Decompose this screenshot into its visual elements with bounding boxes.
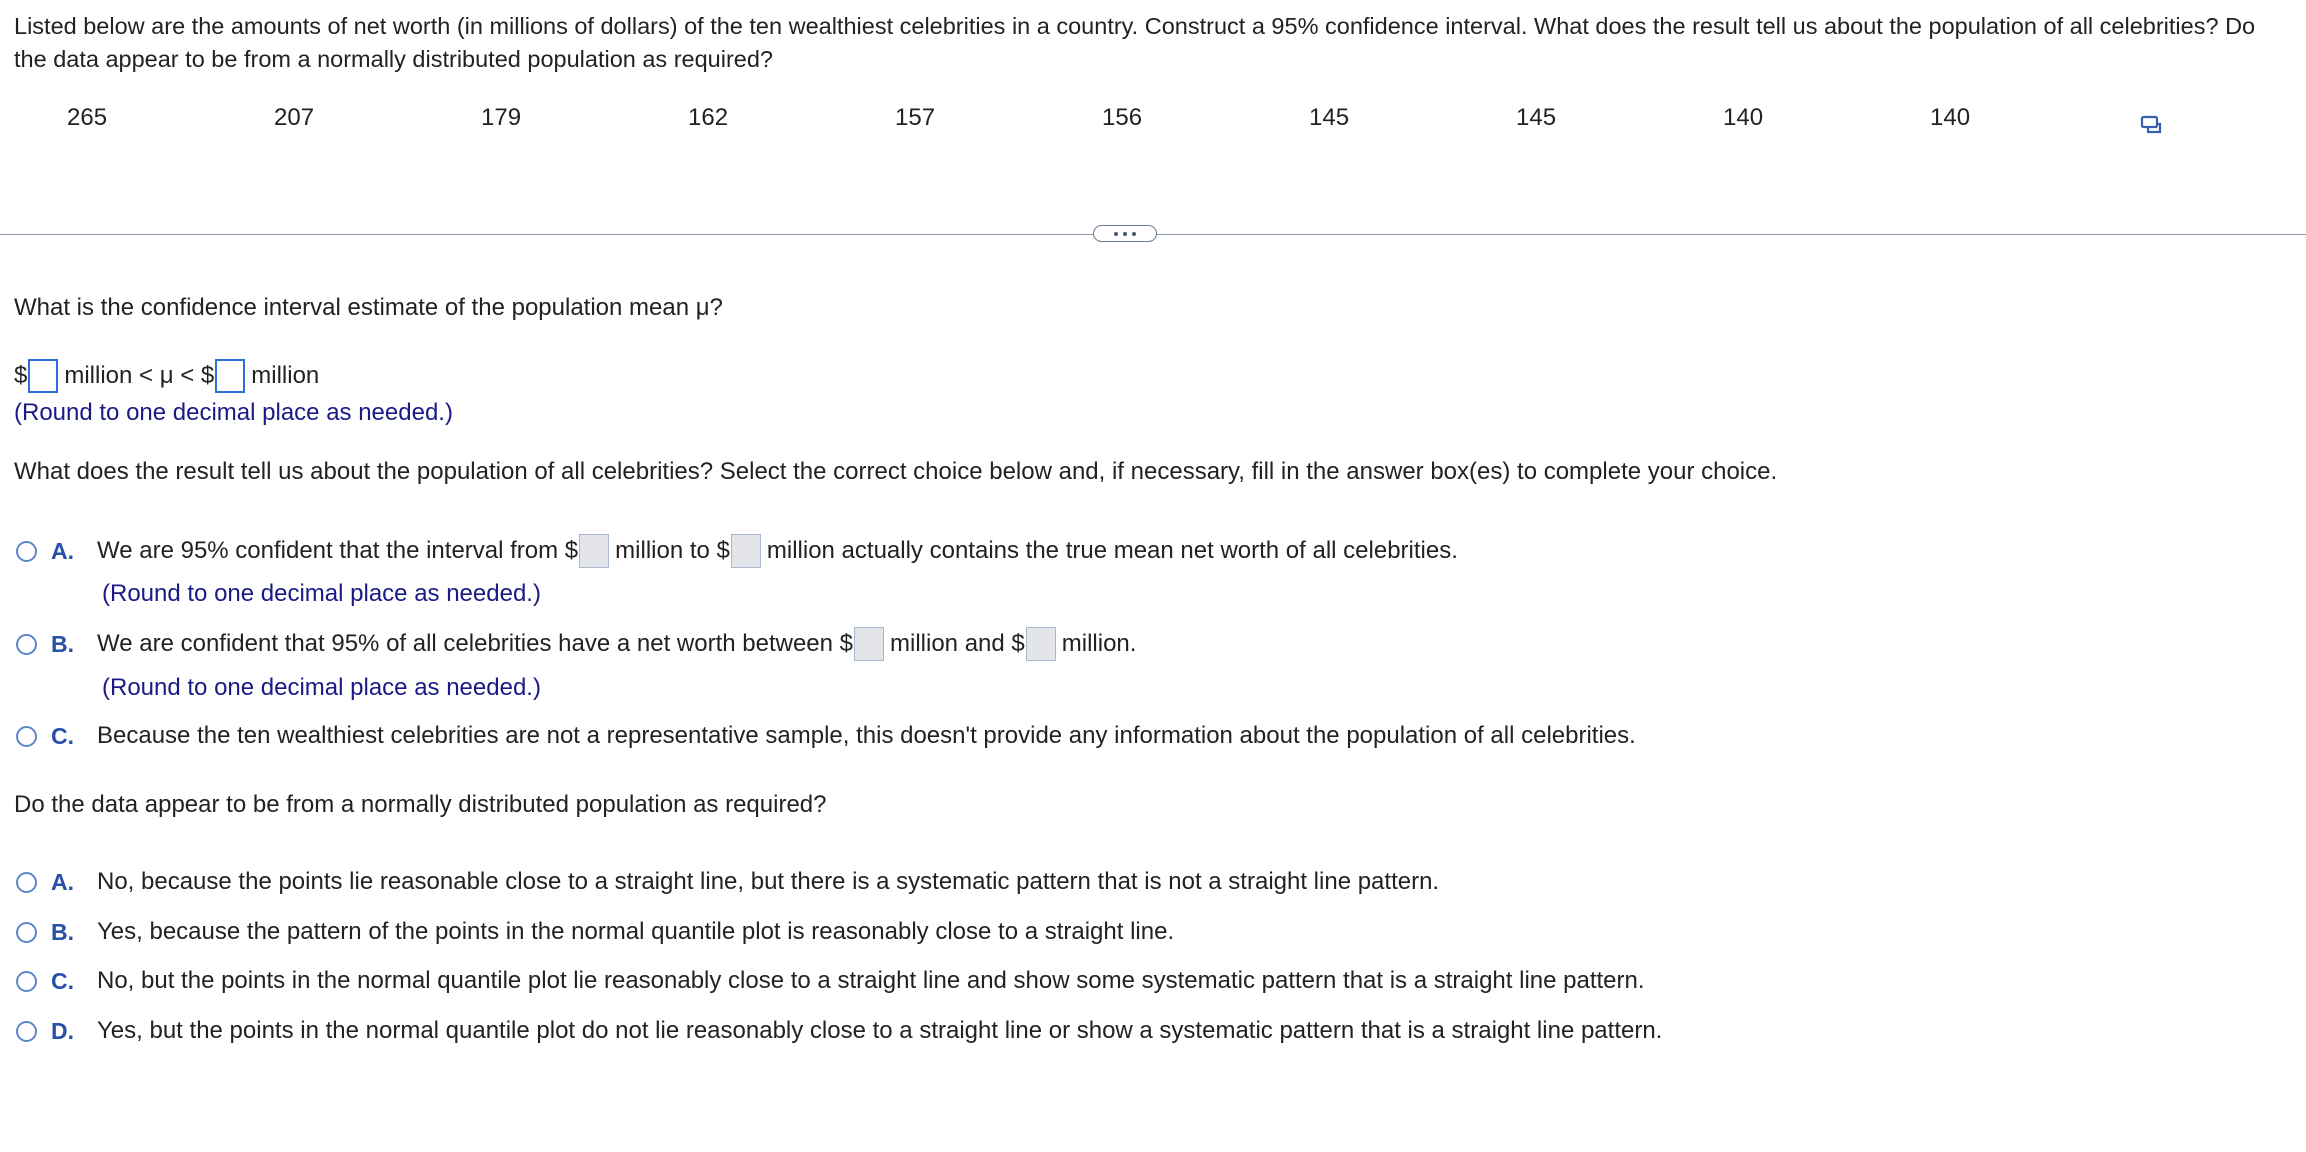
radio-button[interactable] <box>16 872 37 893</box>
choice-letter: A. <box>51 537 74 564</box>
copy-data-icon[interactable] <box>2139 113 2163 137</box>
q2b-lower-input[interactable] <box>854 627 884 661</box>
question-3-text: Do the data appear to be from a normally distributed population as required? <box>14 791 827 818</box>
choice-text: We are 95% confident that the interval from $ <box>97 537 579 564</box>
question-1-text: What is the confidence interval estimate of the population mean μ? <box>14 294 723 321</box>
q2-choice-c[interactable] <box>16 722 1636 750</box>
data-value: 145 <box>1309 104 1350 131</box>
q3-choice-d[interactable] <box>16 1017 1662 1045</box>
ellipsis-icon[interactable] <box>1093 225 1157 242</box>
choice-text: No, but the points in the normal quantile plot lie reasonably close to a straight line and show some systematic pattern that is a straight line pattern. <box>97 967 1645 994</box>
dollar-sign: $ <box>14 362 28 389</box>
choice-text: We are confident that 95% of all celebrities have a net worth between $ <box>97 630 854 657</box>
radio-button[interactable] <box>16 922 37 943</box>
data-value: 140 <box>1723 104 1764 131</box>
q2-choice-b[interactable] <box>16 627 1136 661</box>
radio-button[interactable] <box>16 634 37 655</box>
q2b-upper-input[interactable] <box>1026 627 1056 661</box>
q3-choice-a[interactable] <box>16 868 1439 896</box>
q2a-lower-input[interactable] <box>579 534 609 568</box>
upper-bound-input[interactable] <box>215 359 245 393</box>
q3-choice-c[interactable] <box>16 967 1645 995</box>
data-values-row <box>0 104 2306 144</box>
choice-text: million. <box>1061 630 1137 657</box>
radio-button[interactable] <box>16 541 37 562</box>
choice-text: million to $ <box>615 537 730 564</box>
data-value: 145 <box>1516 104 1557 131</box>
choice-text: Because the ten wealthiest celebrities are not a representative sample, this doesn't provide any information about the population of all celebrities. <box>97 722 1636 749</box>
round-hint: (Round to one decimal place as needed.) <box>102 674 541 701</box>
data-value: 156 <box>1102 104 1143 131</box>
choice-letter: B. <box>51 918 74 945</box>
q3-choice-b[interactable] <box>16 918 1174 946</box>
choice-letter: C. <box>51 722 74 749</box>
round-hint: (Round to one decimal place as needed.) <box>14 399 453 426</box>
radio-button[interactable] <box>16 1021 37 1042</box>
choice-text: No, because the points lie reasonable close to a straight line, but there is a systematic pattern that is not a straight line pattern. <box>97 868 1440 895</box>
choice-text: Yes, because the pattern of the points in the normal quantile plot is reasonably close to a straight line. <box>97 918 1175 945</box>
data-value: 207 <box>274 104 315 131</box>
choice-text: Yes, but the points in the normal quantile plot do not lie reasonably close to a straight line or show a systematic pattern that is a straight line pattern. <box>97 1017 1663 1044</box>
q2a-upper-input[interactable] <box>731 534 761 568</box>
problem-statement: Listed below are the amounts of net worth (in millions of dollars) of the ten wealthiest celebrities in a country. Construct a 95% confidence interval. What does the result tell us about the population of all celebrities? Do the data appear to be from a normally distributed population as required? <box>14 13 2256 72</box>
lower-bound-input[interactable] <box>28 359 58 393</box>
radio-button[interactable] <box>16 726 37 747</box>
interval-middle-text: million < μ < $ <box>64 362 215 389</box>
choice-letter: D. <box>51 1017 74 1044</box>
data-value: 265 <box>67 104 108 131</box>
question-2-text: What does the result tell us about the population of all celebrities? Select the correct choice below and, if necessary, fill in the answer box(es) to complete your choice. <box>14 458 1778 485</box>
choice-letter: C. <box>51 967 74 994</box>
choice-text: million and $ <box>890 630 1025 657</box>
choice-letter: A. <box>51 868 74 895</box>
data-value: 157 <box>895 104 936 131</box>
data-value: 179 <box>481 104 522 131</box>
round-hint: (Round to one decimal place as needed.) <box>102 580 541 607</box>
q2-choice-a[interactable] <box>16 534 1458 568</box>
interval-end-text: million <box>251 362 320 389</box>
radio-button[interactable] <box>16 971 37 992</box>
data-value: 162 <box>688 104 729 131</box>
data-value: 140 <box>1930 104 1971 131</box>
choice-letter: B. <box>51 630 74 657</box>
interval-answer-line <box>14 356 319 396</box>
choice-text: million actually contains the true mean net worth of all celebrities. <box>766 537 1458 564</box>
